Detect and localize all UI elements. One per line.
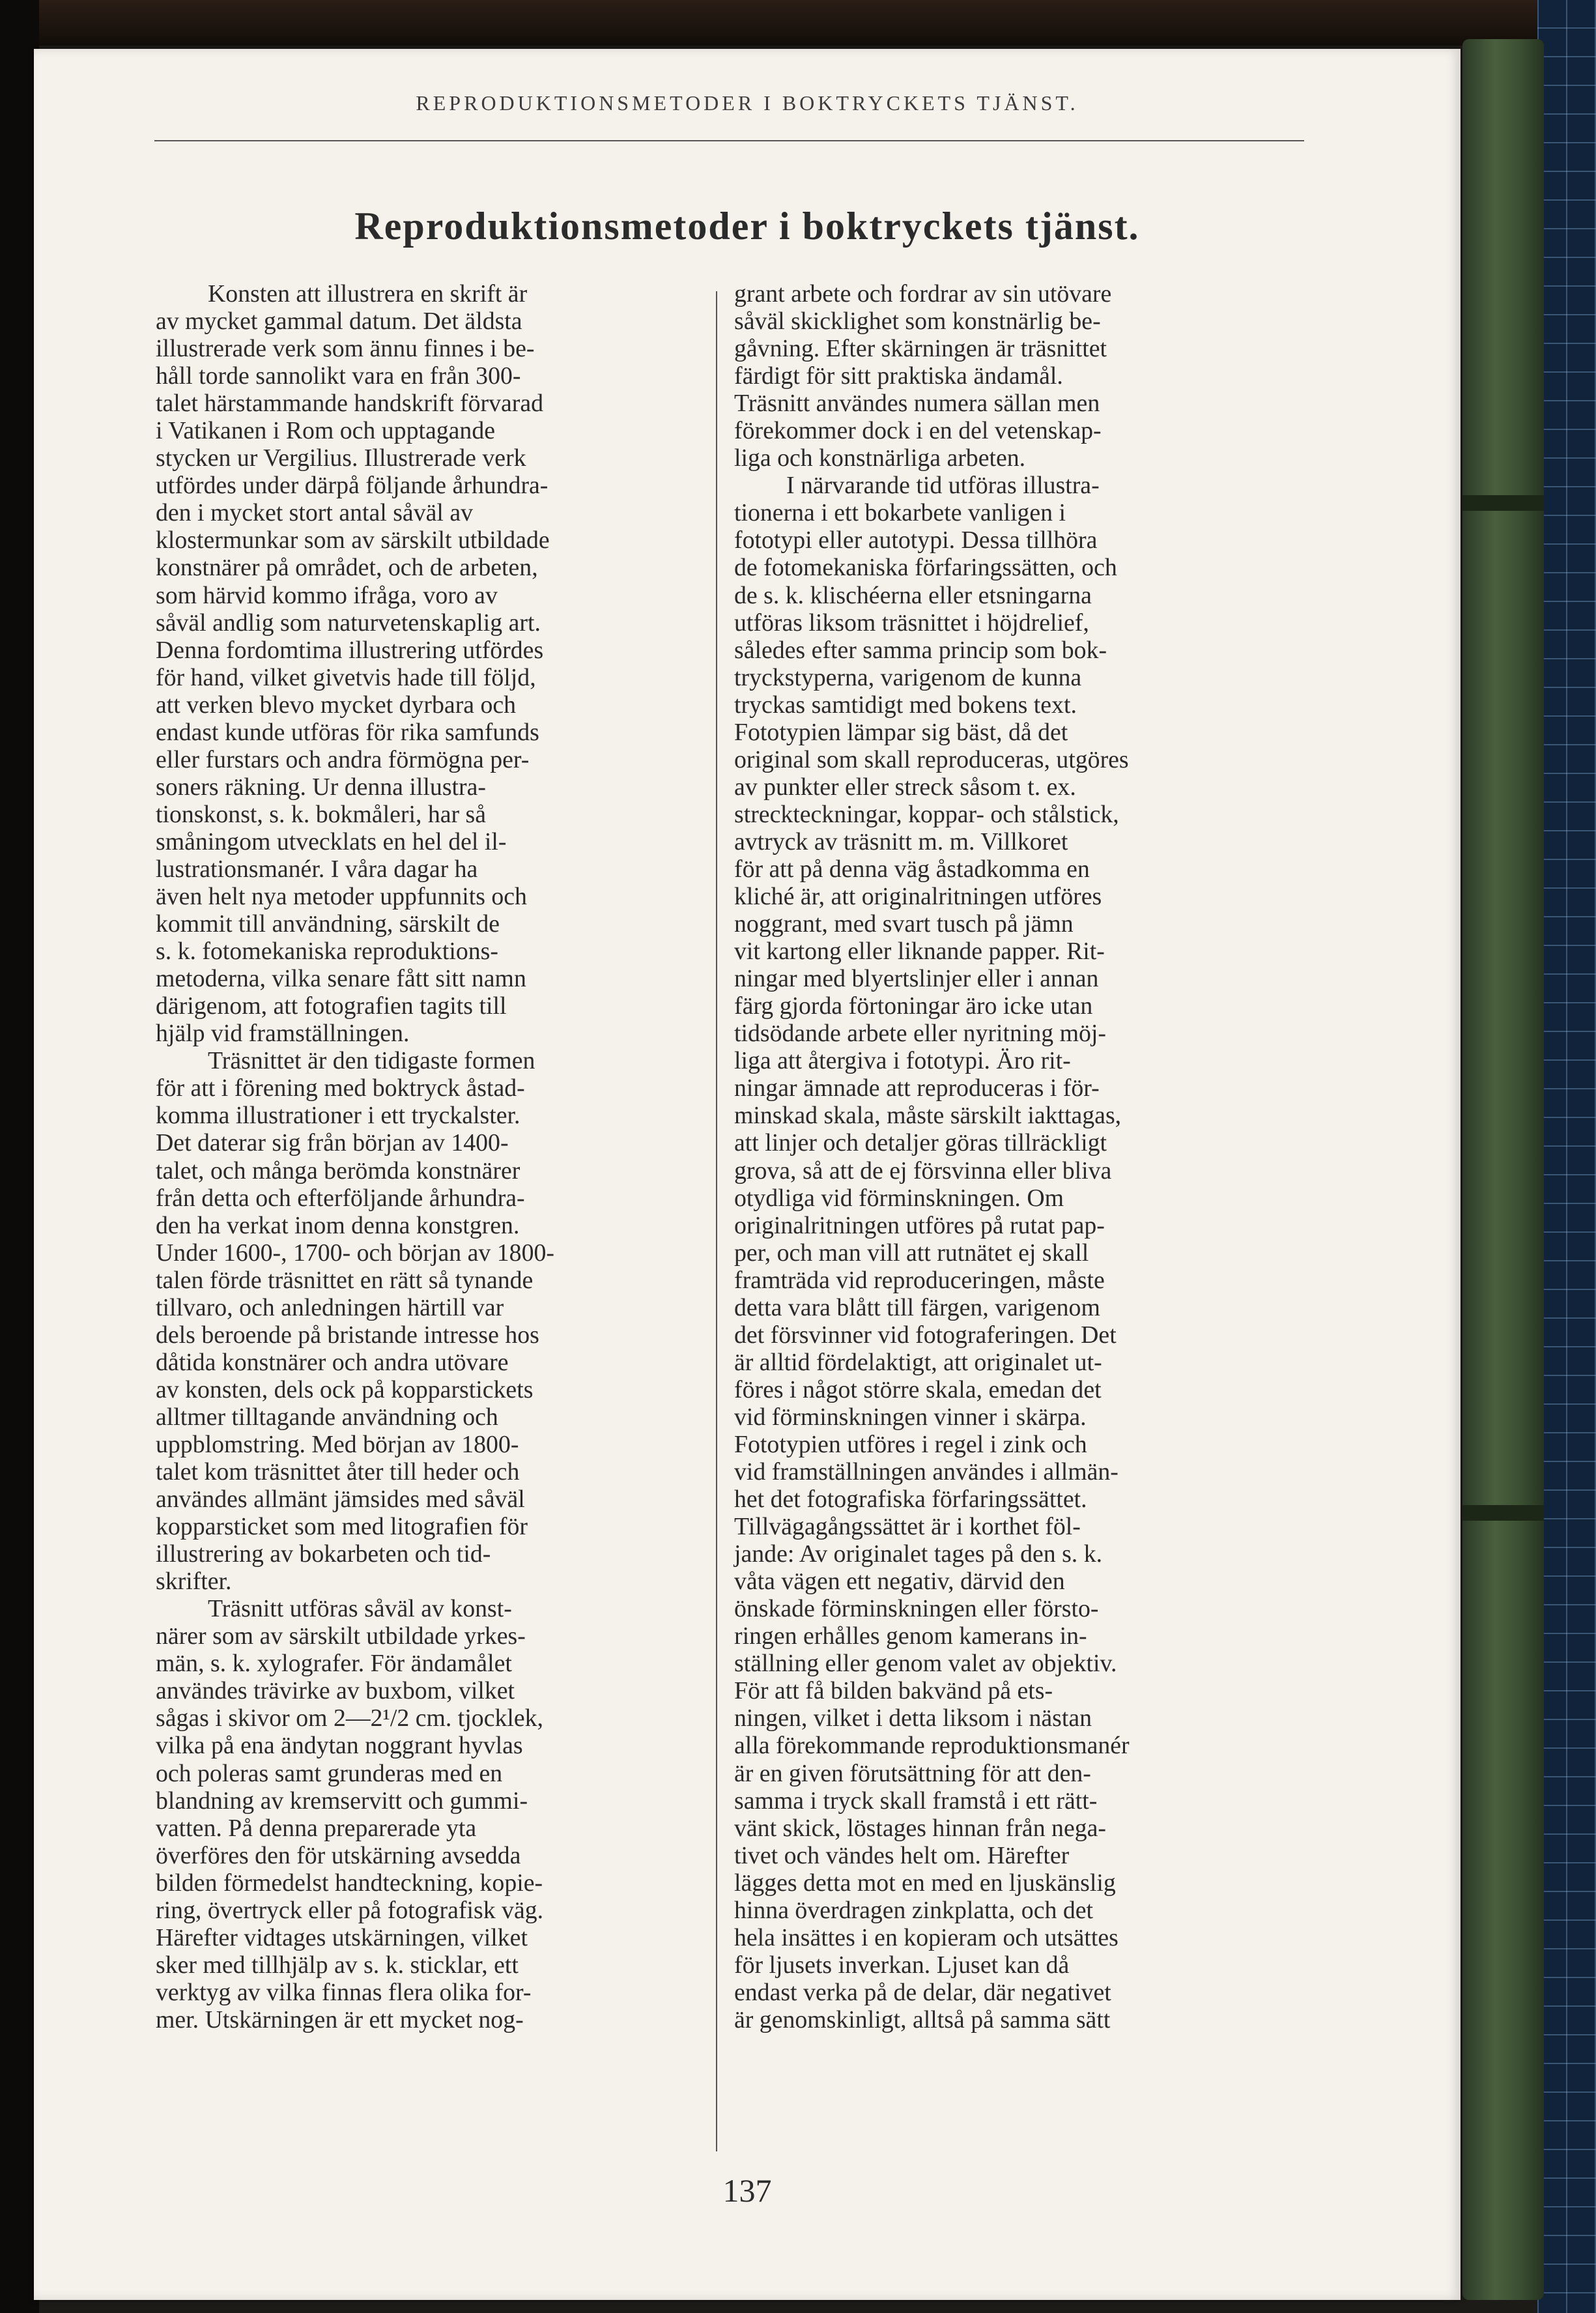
text-line: I närvarande tid utföras illustra- <box>786 472 1100 500</box>
text-line: vilka på ena ändytan noggrant hyvlas <box>156 1732 523 1760</box>
text-line: vid framställningen användes i allmän- <box>734 1458 1119 1486</box>
photo-background-top <box>0 0 1596 46</box>
text-line: otydliga vid förminskningen. Om <box>734 1184 1064 1212</box>
text-line: Träsnitt utföras såväl av konst- <box>208 1595 512 1623</box>
text-line: de s. k. klischéerna eller etsningarna <box>734 581 1092 609</box>
text-line: vänt skick, löstages hinnan från nega- <box>734 1814 1106 1842</box>
text-line: liga och konstnärliga arbeten. <box>734 444 1026 472</box>
text-line: färdigt för sitt praktiska ändamål. <box>734 362 1063 390</box>
text-line: vatten. På denna preparerade yta <box>156 1814 477 1842</box>
text-line: endast kunde utföras för rika samfunds <box>156 718 539 746</box>
text-line: den i mycket stort antal såväl av <box>156 499 474 527</box>
text-line: att verken blevo mycket dyrbara och <box>156 691 517 719</box>
text-line: tidsödande arbete eller nyritning möj- <box>734 1020 1106 1048</box>
text-line: ningar ämnade att reproduceras i för- <box>734 1074 1100 1102</box>
text-line: s. k. fotomekaniska reproduktions- <box>156 938 498 966</box>
text-line: sker med tillhjälp av s. k. sticklar, ett <box>156 1951 519 1979</box>
text-line: våta vägen ett negativ, därvid den <box>734 1568 1065 1596</box>
text-line: män, s. k. xylografer. För ändamålet <box>156 1650 512 1678</box>
text-line: blandning av kremservitt och gummi- <box>156 1787 528 1815</box>
text-line: talet, och många berömda konstnärer <box>156 1156 520 1185</box>
text-line: av mycket gammal datum. Det äldsta <box>156 308 522 336</box>
text-line: ningen, vilket i detta liksom i nästan <box>734 1704 1092 1732</box>
text-line: för ljusets inverkan. Ljuset kan då <box>734 1951 1070 1979</box>
text-line: överföres den för utskärning avsedda <box>156 1841 521 1869</box>
text-line: fototypi eller autotypi. Dessa tillhöra <box>734 526 1098 554</box>
text-line: tryckstyperna, varigenom de kunna <box>734 663 1082 691</box>
right-text-column <box>734 280 1276 2033</box>
text-line: endast verka på de delar, där negativet <box>734 1978 1111 2006</box>
text-line: original som skall reproduceras, utgöres <box>734 745 1129 773</box>
text-line: alltmer tilltagande användning och <box>156 1403 498 1431</box>
text-line: dels beroende på bristande intresse hos <box>156 1321 539 1349</box>
text-line: metoderna, vilka senare fått sitt namn <box>156 965 526 993</box>
text-line: kliché är, att originalritningen utföres <box>734 883 1102 911</box>
text-line: sågas i skivor om 2—2¹/2 cm. tjocklek, <box>156 1704 544 1732</box>
text-line: ställning eller genom valet av objektiv. <box>734 1650 1117 1678</box>
text-line: avtryck av träsnitt m. m. Villkoret <box>734 827 1068 855</box>
text-line: komma illustrationer i ett tryckalster. <box>156 1102 520 1130</box>
text-line: talet härstammande handskrift förvarad <box>156 390 544 418</box>
text-line: eller furstars och andra förmögna per- <box>156 745 530 773</box>
text-line: det försvinner vid fotograferingen. Det <box>734 1321 1117 1349</box>
book-spine <box>1462 39 1544 2300</box>
text-line: Denna fordomtima illustrering utfördes <box>156 636 544 664</box>
text-line: och poleras samt grunderas med en <box>156 1759 503 1787</box>
text-line: håll torde sannolikt vara en från 300- <box>156 362 521 390</box>
text-line: önskade förminskningen eller försto- <box>734 1595 1099 1623</box>
text-line: uppblomstring. Med början av 1800- <box>156 1430 519 1458</box>
text-line: ring, övertryck eller på fotografisk väg. <box>156 1896 544 1924</box>
text-line: tillvaro, och anledningen härtill var <box>156 1293 504 1321</box>
text-line: konstnärer på området, och de arbeten, <box>156 554 538 582</box>
text-line: hinna överdragen zinkplatta, och det <box>734 1896 1093 1924</box>
text-line: liga att återgiva i fototypi. Äro rit- <box>734 1047 1071 1075</box>
text-line: verktyg av vilka finnas flera olika for- <box>156 1978 532 2006</box>
text-line: färg gjorda förtoningar äro icke utan <box>734 992 1093 1020</box>
text-line: i Vatikanen i Rom och upptagande <box>156 417 495 445</box>
text-line: tivet och vändes helt om. Härefter <box>734 1841 1070 1869</box>
text-line: Träsnitt användes numera sällan men <box>734 390 1100 418</box>
text-line: hjälp vid framställningen. <box>156 1020 410 1048</box>
text-line: soners räkning. Ur denna illustra- <box>156 773 486 801</box>
text-line: utföras liksom träsnittet i höjdrelief, <box>734 609 1089 637</box>
text-line: talet kom träsnittet åter till heder och <box>156 1458 520 1486</box>
text-line: Under 1600-, 1700- och början av 1800- <box>156 1239 554 1267</box>
text-line: såväl skicklighet som konstnärlig be- <box>734 308 1101 336</box>
text-line: utfördes under därpå följande århundra- <box>156 472 549 500</box>
text-line: Tillvägagångssättet är i korthet föl- <box>734 1513 1081 1541</box>
text-line: framträda vid reproduceringen, måste <box>734 1266 1105 1294</box>
text-line: som härvid kommo ifråga, voro av <box>156 581 498 609</box>
text-line: För att få bilden bakvänd på ets- <box>734 1677 1053 1705</box>
text-line: bilden förmedelst handteckning, kopie- <box>156 1869 543 1897</box>
text-line: tryckas samtidigt med bokens text. <box>734 691 1077 719</box>
text-line: dåtida konstnärer och andra utövare <box>156 1348 509 1376</box>
cutting-mat-background <box>1537 0 1596 2313</box>
text-line: grova, så att de ej försvinna eller bliva <box>734 1156 1112 1185</box>
text-line: detta vara blått till färgen, varigenom <box>734 1293 1100 1321</box>
text-line: klostermunkar som av särskilt utbildade <box>156 526 550 554</box>
text-line: användes trävirke av buxbom, vilket <box>156 1677 515 1705</box>
text-line: från detta och efterföljande århundra- <box>156 1184 525 1212</box>
text-line: lustrationsmanér. I våra dagar ha <box>156 855 478 883</box>
text-line: het det fotografiska förfaringssättet. <box>734 1486 1087 1514</box>
text-line: vit kartong eller liknande papper. Rit- <box>734 938 1105 966</box>
text-line: användes allmänt jämsides med såväl <box>156 1486 525 1514</box>
article-title: Reproduktionsmetoder i boktryckets tjänst. <box>354 205 1140 248</box>
text-line: originalritningen utföres på rutat pap- <box>734 1211 1105 1239</box>
text-line: att linjer och detaljer göras tillräckligt <box>734 1129 1107 1157</box>
text-line: för att i förening med boktryck åstad- <box>156 1074 525 1102</box>
text-line: skrifter. <box>156 1568 232 1596</box>
text-line: är genomskinligt, alltså på samma sätt <box>734 2005 1111 2033</box>
text-line: ningar med blyertslinjer eller i annan <box>734 965 1099 993</box>
text-line: gåvning. Efter skärningen är träsnittet <box>734 335 1107 363</box>
text-line: alla förekommande reproduktionsmanér <box>734 1732 1130 1760</box>
text-line: närer som av särskilt utbildade yrkes- <box>156 1622 526 1650</box>
text-line: därigenom, att fotografien tagits till <box>156 992 507 1020</box>
text-line: noggrant, med svart tusch på jämn <box>734 910 1074 938</box>
text-line: tionerna i ett bokarbete vanligen i <box>734 499 1066 527</box>
text-line: streckteckningar, koppar- och stålstick, <box>734 800 1119 828</box>
text-line: den ha verkat inom denna konstgren. <box>156 1211 520 1239</box>
text-line: är alltid fördelaktigt, att originalet ut- <box>734 1348 1102 1376</box>
text-line: Träsnittet är den tidigaste formen <box>208 1047 535 1075</box>
text-line: förekommer dock i en del vetenskap- <box>734 417 1102 445</box>
text-line: ringen erhålles genom kamerans in- <box>734 1622 1087 1650</box>
running-head: REPRODUKTIONSMETODER I BOKTRYCKETS TJÄNST. <box>416 91 1079 115</box>
text-line: för att på denna väg åstadkomma en <box>734 855 1090 883</box>
text-line: småningom utvecklats en hel del il- <box>156 827 507 855</box>
text-line: illustrerade verk som ännu finnes i be- <box>156 335 535 363</box>
text-line: även helt nya metoder uppfunnits och <box>156 883 527 911</box>
text-line: illustrering av bokarbeten och tid- <box>156 1540 491 1568</box>
text-line: kopparsticket som med litografien för <box>156 1513 528 1541</box>
text-line: Det daterar sig från början av 1400- <box>156 1129 509 1157</box>
spine-band <box>1462 495 1544 511</box>
column-divider <box>716 291 717 2151</box>
text-line: Fototypien utföres i regel i zink och <box>734 1430 1087 1458</box>
header-rule <box>154 140 1304 141</box>
text-line: för hand, vilket givetvis hade till följd, <box>156 663 536 691</box>
text-line: Konsten att illustrera en skrift är <box>208 280 528 308</box>
text-line: Fototypien lämpar sig bäst, då det <box>734 718 1068 746</box>
text-line: jande: Av originalet tages på den s. k. <box>734 1540 1103 1568</box>
text-line: av konsten, dels ock på kopparstickets <box>156 1375 534 1403</box>
text-line: vid förminskningen vinner i skärpa. <box>734 1403 1087 1431</box>
text-line: såväl andlig som naturvetenskaplig art. <box>156 609 541 637</box>
text-line: stycken ur Vergilius. Illustrerade verk <box>156 444 526 472</box>
text-line: av punkter eller streck såsom t. ex. <box>734 773 1076 801</box>
text-line: hela insättes i en kopieram och utsättes <box>734 1923 1119 1951</box>
book-page <box>34 49 1461 2300</box>
text-line: samma i tryck skall framstå i ett rätt- <box>734 1787 1098 1815</box>
text-line: kommit till användning, särskilt de <box>156 910 500 938</box>
left-text-column <box>156 280 698 2033</box>
text-line: lägges detta mot en med en ljuskänslig <box>734 1869 1116 1897</box>
text-line: mer. Utskärningen är ett mycket nog- <box>156 2005 524 2033</box>
text-line: således efter samma princip som bok- <box>734 636 1107 664</box>
text-line: är en given förutsättning för att den- <box>734 1759 1091 1787</box>
text-line: minskad skala, måste särskilt iakttagas, <box>734 1102 1122 1130</box>
text-line: föres i något större skala, emedan det <box>734 1375 1102 1403</box>
page-number: 137 <box>722 2172 772 2209</box>
text-line: grant arbete och fordrar av sin utövare <box>734 280 1112 308</box>
spine-band <box>1462 1505 1544 1521</box>
text-line: talen förde träsnittet en rätt så tynande <box>156 1266 534 1294</box>
photo-background-left <box>0 0 39 2313</box>
text-line: de fotomekaniska förfaringssätten, och <box>734 554 1117 582</box>
text-line: tionskonst, s. k. bokmåleri, har så <box>156 800 487 828</box>
text-line: per, och man vill att rutnätet ej skall <box>734 1239 1089 1267</box>
text-line: Härefter vidtages utskärningen, vilket <box>156 1923 528 1951</box>
